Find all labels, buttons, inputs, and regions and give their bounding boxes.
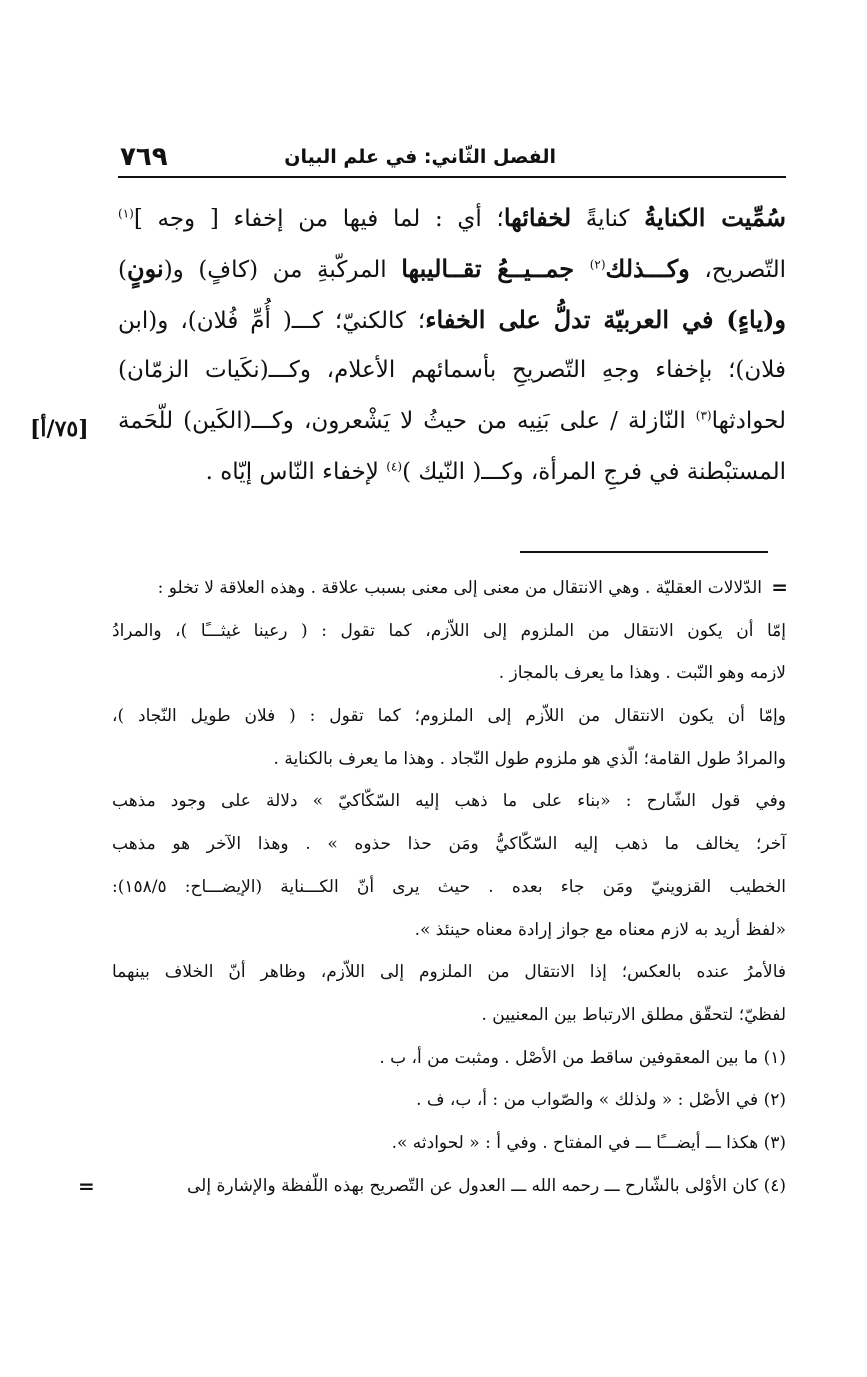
footnote-ref: (٣) [695,408,712,423]
bold-term: لخفائها [503,203,572,232]
main-line [118,294,786,345]
footnote-line: لفظيّ؛ لتحقّق مطلق الارتباط بين المعنيين . [481,1004,786,1025]
text-run: المستبْطنة في فرجِ المرأة، وكـــ( النّيك ) [402,459,786,485]
footnote-line: آخر؛ يخالف ما ذهب إليه السّكّاكيُّ ومَن حذا حذوه » . وهذا الآخر هو مذهب [112,834,786,855]
continuation-marker: = [771,575,788,599]
footnote-ref: (٤) [386,459,403,474]
bold-term: و(ياءٍ) في العربيّة تدلُّ على الخفاء [425,305,786,334]
text-run: كنايةً [571,206,645,232]
main-line [118,192,786,243]
footnote-line: والمرادُ طول القامة؛ الّذي هو ملزوم طول النّجاد . وهذا ما يعرف بالكناية . [273,748,786,769]
continuation-marker: = [78,1173,95,1198]
main-line [118,243,786,294]
footnote-2: (٢) في الأصْل : « ولذلك » والصّواب من : أ، ب، ف . [416,1090,786,1111]
text-run: لإخفاء النّاس إيّاه . [205,459,387,485]
footnote-line: لازمه وهو النّبت . وهذا ما يعرف بالمجاز . [498,663,786,684]
main-line [118,447,786,498]
footnote-line: فالأمرُ عنده بالعكس؛ إذا الانتقال من الملزوم إلى اللاّزم، وظاهر أنّ الخلاف بينهما [112,962,786,983]
main-text [118,192,786,498]
bold-term: سُمِّيت الكنايةُ [644,203,786,232]
footnote-line: الدّلالات العقليّة . وهي الانتقال من معنى إلى معنى بسبب علاقة . وهذه العلاقة لا تخلو : [157,578,762,598]
text-run: التّصريح، [689,257,786,283]
text-run: المركّبةِ من (كافٍ) و( [163,257,402,283]
footnote-line: الخطيب القزوينيّ ومَن جاء بعده . حيث يرى أنّ الكـــناية (الإيضـــاح: ١٥٨/٥): [112,876,786,897]
footnote-line: وإمّا أن يكون الانتقال من اللاّزم إلى الملزوم؛ كما تقول : ( فلان طويل النّجاد )، [112,706,786,727]
text-run: النّازلة / على بَنِيه من حيثُ لا يَشْعرون، وكـــ(الكَين) للّحَمة [118,408,696,434]
text-run: لحوادثها [711,408,786,434]
footnote-separator [520,551,768,553]
footnote-1: (١) ما بين المعقوفين ساقط من الأصْل . ومثبت من أ، ب . [379,1047,786,1068]
page-number: ٧٦٩ [120,142,168,172]
main-line [118,396,786,447]
text-run: ؛ كالكنيّ؛ كـــ( أُمِّ فُلان)، و(ابن [118,308,426,334]
main-line: فلان)؛ بإخفاء وجهِ التّصريحِ بأسمائهم الأعلام، وكـــ(نكَيات الزمّان) [118,357,786,383]
footnotes [78,567,788,1207]
footnote-3: (٣) هكذا ـــ أيضـــًا ـــ في المفتاح . وفي أ : « لحوادثه ». [391,1132,786,1153]
footnote-4 [78,1165,786,1208]
chapter-title: الفصل الثّاني: في علم البيان [284,146,556,168]
footnote-ref: (٢) [589,257,606,272]
bold-term: وكـــذلك [605,254,690,283]
text-run: ) [118,257,127,283]
footnote-line: «لفظ أريد به لازم معناه مع جواز إرادة معناه حينئذ ». [414,919,786,940]
bold-term: نونٍ [126,254,164,283]
footnote-line: إمّا أن يكون الانتقال من الملزوم إلى اللاّزم، كما تقول : ( رعينا غيثـــًا )، والمرادُ [112,620,786,641]
footnote-ref: (١) [118,206,134,221]
header-rule [118,176,786,178]
footnote-4-text: (٤) كان الأوْلى بالشّارح ـــ رحمه الله ـــ العدول عن التّصريح بهذه اللّفظة والإشارة إلى [187,1175,786,1196]
bold-term: جمــيــعُ تقــاليبها [401,254,590,283]
footnote-line: وفي قول الشّارح : «بناء على ما ذهب إليه السّكّاكيّ » دلالة على وجود مذهب [112,791,786,812]
running-header [118,142,786,178]
manuscript-folio-marker: [٧٥/أ] [30,416,89,442]
text-run: ؛ أي : لما فيها من إخفاء [ وجه ] [133,206,504,232]
